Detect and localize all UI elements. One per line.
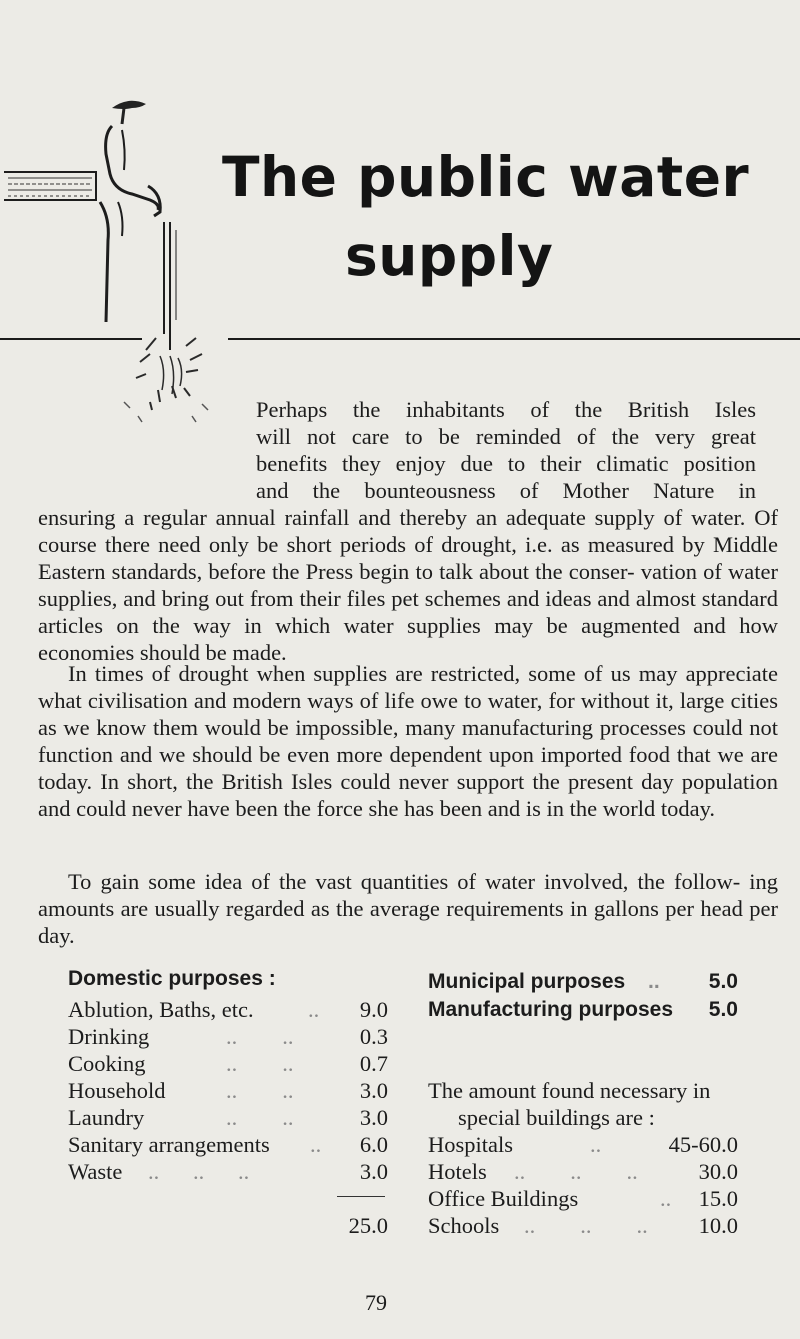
domestic-row <box>68 1104 388 1131</box>
paragraph-2 <box>38 660 778 822</box>
row-leader: .. <box>590 1132 602 1157</box>
row-leader: .. <box>308 997 320 1022</box>
row-leader: .. .. <box>226 1051 294 1076</box>
row-leader: .. <box>648 970 660 993</box>
special-intro-line-2: special buildings are : <box>458 1105 655 1130</box>
row-label: Sanitary arrangements <box>68 1132 270 1157</box>
paragraph-1-text: ensuring a regular annual rainfall and thereby an adequate supply of water. Of course there need only be short periods of drought, i.e. as measured by Middle Eastern standards, before the Press begin to talk about the conser- vation of water supplies, and bring out from their files pet schemes and ideas and almost standard articles on the way in which water supplies may be augmented and how economies should be made. <box>38 505 778 665</box>
domestic-total: 25.0 <box>348 1213 388 1238</box>
row-value: 45-60.0 <box>668 1132 738 1157</box>
row-value: 10.0 <box>698 1213 738 1238</box>
special-intro-line-1: The amount found necessary in <box>428 1078 711 1103</box>
municipal-row <box>428 996 738 1023</box>
row-leader: .. <box>310 1132 322 1157</box>
row-value: 0.7 <box>359 1051 388 1076</box>
special-row <box>428 1212 738 1239</box>
row-value: 0.3 <box>359 1024 388 1049</box>
municipal-row <box>428 968 738 995</box>
row-leader: .. .. <box>226 1078 294 1103</box>
title-rule-right <box>228 338 800 340</box>
row-label: Hotels <box>428 1159 487 1184</box>
row-label: Office Buildings <box>428 1186 579 1211</box>
domestic-total-row <box>68 1212 388 1239</box>
row-leader: .. <box>660 1186 672 1211</box>
row-label: Municipal purposes <box>428 970 626 993</box>
row-value: 9.0 <box>359 997 388 1022</box>
domestic-row <box>68 1077 388 1104</box>
paragraph-3 <box>38 868 778 949</box>
total-rule <box>337 1196 385 1197</box>
row-label: Cooking <box>68 1051 146 1076</box>
row-label: Ablution, Baths, etc. <box>68 997 254 1022</box>
row-leader: .. .. <box>226 1024 294 1049</box>
paragraph-1 <box>38 504 778 666</box>
special-row <box>428 1131 738 1158</box>
page-number: 79 <box>365 1290 387 1315</box>
paragraph-3-text: To gain some idea of the vast quantities of water involved, the follow- ing amounts are usually regarded as the average requirements in gallons per head per day. <box>38 869 778 948</box>
row-label: Waste <box>68 1159 123 1184</box>
title-rule-left <box>0 338 142 340</box>
row-value: 15.0 <box>698 1186 738 1211</box>
domestic-heading: Domestic purposes : <box>68 967 276 990</box>
row-value: 3.0 <box>359 1159 388 1184</box>
row-leader: .. .. .. <box>524 1213 648 1238</box>
row-value: 5.0 <box>708 970 738 993</box>
row-label: Laundry <box>68 1105 145 1130</box>
row-value: 30.0 <box>698 1159 738 1184</box>
row-leader: .. .. .. <box>148 1159 250 1184</box>
row-label: Household <box>68 1078 166 1103</box>
row-label: Schools <box>428 1213 500 1238</box>
page-title: The public water <box>222 145 750 209</box>
domestic-row <box>68 1131 388 1158</box>
special-row <box>428 1158 738 1185</box>
domestic-row <box>68 1050 388 1077</box>
paragraph-2-text: In times of drought when supplies are restricted, some of us may appreciate what civilisation and modern ways of life owe to water, for without it, large cities as we know them would be impossible, many manufacturing processes could not function and we should be even more dependent upon imported food that we are today. In short, the British Isles could never support the present day population and could never have been the force she has been and is in the world today. <box>38 661 778 821</box>
row-leader: .. .. <box>226 1105 294 1130</box>
water-tap-icon <box>0 90 235 490</box>
row-value: 3.0 <box>359 1105 388 1130</box>
row-label: Drinking <box>68 1024 150 1049</box>
intro-line-2: will not care to be reminded of the very great <box>256 424 756 449</box>
intro-line-4: and the bounteousness of Mother Nature in <box>256 478 756 503</box>
row-value: 5.0 <box>708 998 738 1021</box>
row-value: 6.0 <box>359 1132 388 1157</box>
row-label: Manufacturing purposes <box>428 998 674 1021</box>
intro-line-1: Perhaps the inhabitants of the British Isles <box>256 397 756 422</box>
special-row <box>428 1185 738 1212</box>
domestic-row <box>68 996 388 1023</box>
row-label: Hospitals <box>428 1132 514 1157</box>
domestic-row <box>68 1158 388 1185</box>
domestic-row <box>68 1023 388 1050</box>
intro-line-3: benefits they enjoy due to their climatic position <box>256 451 756 476</box>
row-value: 3.0 <box>359 1078 388 1103</box>
row-leader: .. .. .. <box>514 1159 638 1184</box>
page-subtitle: supply <box>345 224 554 288</box>
